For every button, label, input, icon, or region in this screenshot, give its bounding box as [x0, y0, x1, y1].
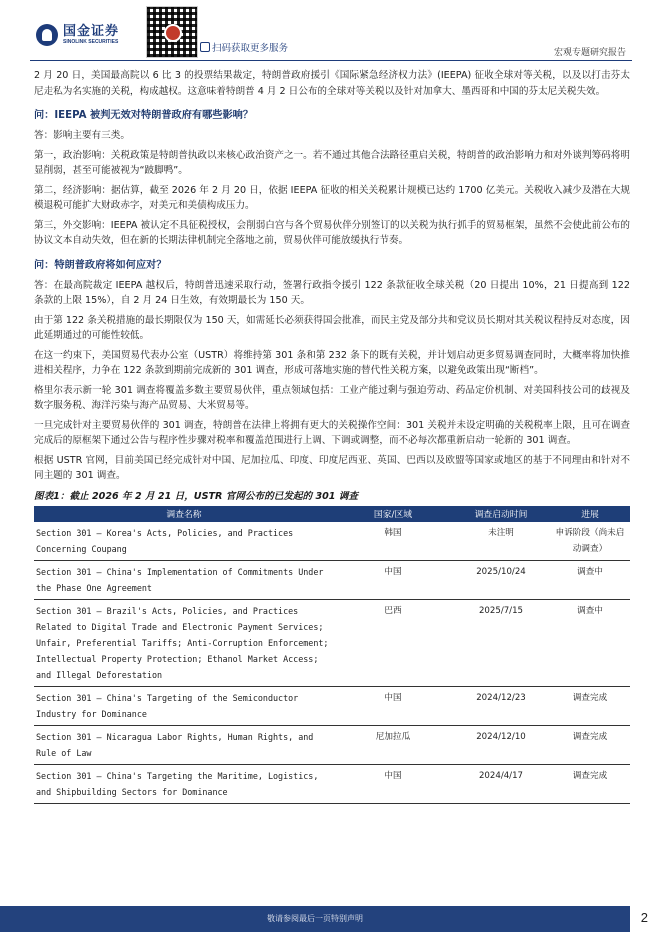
investigation-name: Section 301 – Brazil's Acts, Policies, and Practices Related to Digital Trade and Electronic Payment Services; Unfair, Preferential Tariffs; Anti-Corruption Enforcement; Intellectual Property Protection; Ethanol Market Access; and Illegal Deforestation	[34, 599, 334, 686]
country-cell: 韩国	[334, 522, 452, 561]
table-header-row	[34, 506, 630, 522]
logo-name-cn: 国金证券	[63, 23, 120, 39]
table-row	[34, 725, 630, 764]
answer-intro: 答：影响主要有三类。	[34, 130, 130, 141]
date-cell: 2024/12/23	[452, 686, 550, 725]
paragraph: 2 月 20 日，美国最高院以 6 比 3 的投票结果裁定，特朗普政府援引《国际紧急经济权力法》(IEEPA) 征收全球对等关税，以及以打击芬太尼走私为名实施的关税，构成越权。这意味着特朗普 4 月 2 日公布的全球对等关税以及针对加拿大、墨西哥和中国的芬太尼关税失效。	[34, 70, 630, 97]
investigation-name: Section 301 – China's Implementation of Commitments Under the Phase One Agreement	[34, 560, 334, 599]
question-heading: 问：特朗普政府将如何应对？	[34, 259, 167, 271]
company-logo	[36, 24, 119, 46]
page-footer	[0, 906, 662, 936]
table-row	[34, 599, 630, 686]
page-number: 2	[640, 910, 648, 925]
date-cell: 2024/12/10	[452, 725, 550, 764]
country-cell: 巴西	[334, 599, 452, 686]
scan-prompt: 扫码获取更多服务	[212, 43, 289, 54]
main-content	[34, 68, 630, 804]
paragraph: 格里尔表示新一轮 301 调查将覆盖多数主要贸易伙伴，重点领域包括：工业产能过剩与强迫劳动、药品定价机制、对美国科技公司的歧视及数字服务税、海洋污染与海产品贸易、大米贸易等。	[34, 384, 630, 411]
disclaimer-link[interactable]: 敬请参阅最后一页特别声明	[267, 914, 363, 923]
country-cell: 中国	[334, 764, 452, 803]
date-cell: 未注明	[452, 522, 550, 561]
investigation-name: Section 301 – China's Targeting of the Semiconductor Industry for Dominance	[34, 686, 334, 725]
date-cell: 2025/10/24	[452, 560, 550, 599]
column-header: 调查名称	[34, 506, 334, 522]
paragraph: 第一，政治影响：关税政策是特朗普执政以来核心政治资产之一。若不通过其他合法路径重启关税，特朗普的政治影响力和对外谈判筹码将明显削弱，甚至可能被视为“跛脚鸭”。	[34, 149, 630, 176]
paragraph: 第二，经济影响：据估算，截至 2026 年 2 月 20 日，依据 IEEPA 征收的相关关税累计规模已达约 1700 亿美元。关税收入减少及潜在大规模退税可能扩大财政赤字，对美元和美债构成压力。	[34, 184, 630, 211]
paragraph: 答：在最高院裁定 IEEPA 越权后，特朗普迅速采取行动，签署行政指令援引 122 条款征收全球关税（20 日提出 10%，21 日提高到 122 条款的上限 15%），自 2 月 24 日生效，有效期最长为 150 天。	[34, 279, 630, 306]
column-header: 国家/区域	[334, 506, 452, 522]
country-cell: 中国	[334, 686, 452, 725]
footer-band	[0, 906, 630, 932]
scan-icon	[200, 42, 210, 52]
logo-name-en: SINOLINK SECURITIES	[63, 38, 119, 45]
header-divider	[30, 60, 632, 61]
status-cell: 调查完成	[550, 686, 630, 725]
paragraph: 一旦完成针对主要贸易伙伴的 301 调查，特朗普在法律上将拥有更大的关税操作空间：301 关税并未设定明确的关税税率上限，且可在调查完成后的原框架下通过公告与程序性步骤对税率和覆盖范围进行上调、下调或调整，而不必每次都重新启动一轮新的 301 调查。	[34, 419, 630, 446]
column-header: 进展	[550, 506, 630, 522]
table-row	[34, 764, 630, 803]
column-header: 调查启动时间	[452, 506, 550, 522]
date-cell: 2025/7/15	[452, 599, 550, 686]
date-cell: 2024/4/17	[452, 764, 550, 803]
status-cell: 调查中	[550, 560, 630, 599]
section-301-table	[34, 506, 630, 804]
paragraph: 第三，外交影响：IEEPA 被认定不具征税授权，会削弱白宫与各个贸易伙伴分别签订的以关税为执行抓手的贸易框架，虽然不会使此前公布的协议文本自动失效，但在新的长期法律机制完全落地之前，贸易伙伴可能放缓执行节奏。	[34, 219, 630, 246]
paragraph: 在这一约束下，美国贸易代表办公室（USTR）将维持第 301 条和第 232 条下的既有关税，并计划启动更多贸易调查同时，大概率将加快推进相关程序，力争在 122 条款到期前完成新的 301 调查，形成可落地实施的替代性关税方案，以避免政策出现“断档”。	[34, 349, 630, 376]
investigation-name: Section 301 – Korea's Acts, Policies, and Practices Concerning Coupang	[34, 522, 334, 561]
investigation-name: Section 301 – China's Targeting the Maritime, Logistics, and Shipbuilding Sectors for Dominance	[34, 764, 334, 803]
page-header	[0, 0, 662, 62]
status-cell: 调查中	[550, 599, 630, 686]
status-cell: 调查完成	[550, 725, 630, 764]
figure-caption: 图表1：截止 2026 年 2 月 21 日，USTR 官网公布的已发起的 301 调查	[34, 490, 358, 502]
table-row	[34, 522, 630, 561]
paragraph: 根据 USTR 官网，目前美国已经完成针对中国、尼加拉瓜、印度、印度尼西亚、英国、巴西以及欧盟等国家或地区的基于不同理由和针对不同主题的 301 调查。	[34, 454, 630, 481]
country-cell: 尼加拉瓜	[334, 725, 452, 764]
logo-icon	[36, 24, 58, 46]
country-cell: 中国	[334, 560, 452, 599]
investigation-name: Section 301 – Nicaragua Labor Rights, Human Rights, and Rule of Law	[34, 725, 334, 764]
status-cell: 申诉阶段（尚未启动调查）	[550, 522, 630, 561]
question-heading: 问：IEEPA 被判无效对特朗普政府有哪些影响？	[34, 110, 254, 121]
report-type-label: 宏观专题研究报告	[553, 48, 626, 58]
table-row	[34, 560, 630, 599]
qr-center-logo-icon	[164, 24, 182, 42]
status-cell: 调查完成	[550, 764, 630, 803]
table-row	[34, 686, 630, 725]
paragraph: 由于第 122 条关税措施的最长期限仅为 150 天，如需延长必须获得国会批准，而民主党及部分共和党议员长期对其关税议程持反对态度，因此延期通过的可能性较低。	[34, 314, 630, 341]
